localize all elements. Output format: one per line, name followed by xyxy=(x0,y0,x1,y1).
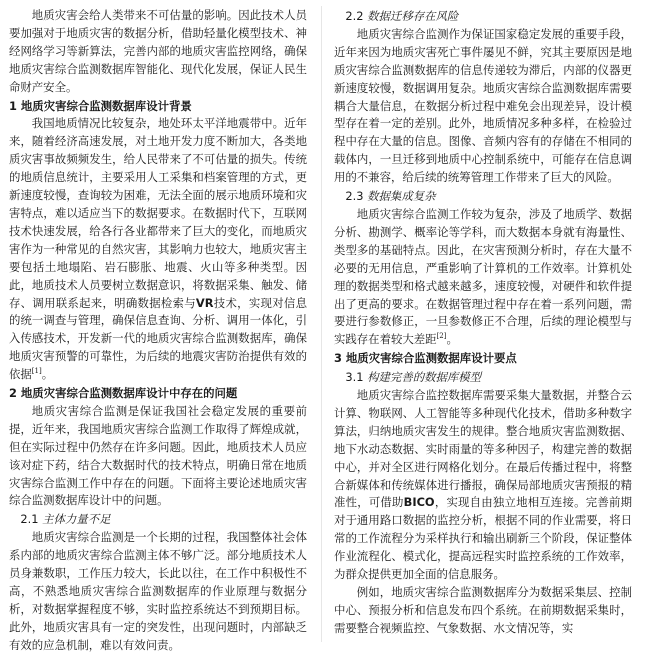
vr-term: VR xyxy=(195,295,214,310)
section-3-1-title: 构建完善的数据库模型 xyxy=(367,370,482,385)
section-2-3-heading xyxy=(334,188,632,206)
section-1-heading: 1 地质灾害综合监测数据库设计背景 xyxy=(9,98,192,113)
section-2-1-heading xyxy=(9,511,307,529)
section-2-3-text: 地质灾害综合监测工作较为复杂，涉及了地质学、数据分析、勘测学、概率论等学科，而大数据本身就有海量性、类型多的基础特点。因此，在灾害预测分析时，存在大量不必要的无用信息，严重影响了计算机的工作效率。计算机处理的数据类型和格式越来越多，速度较慢，对硬件和软件提出了更高的要求。在数据管理过程中存在着一系列问题，需要进行参数修正，一旦参数修正不合理，后续的理论模型与实践存在着较大差距 xyxy=(334,206,632,347)
section-2-2-paragraph: 地质灾害综合监测作为保证国家稳定发展的重要手段，近年来因为地质灾害死亡事件屡见不鲜，究其主要原因是地质灾害综合监测数据库的信息传递较为滞后，内部的仪器更新速度较慢，数据调用复杂。地质灾害综合监测数据库需要耦合大量信息，在数据分析过程中难免会出现差异，设计模型存在着一定的差别。此外，地质情况多种多样，在检验过程中存在大量的信息。图像、音频内容有的存储在不相同的载体内，一旦迁移到地质中心控制系统中，可能存在信息调用的不兼容，给后续的统筹管理工作带来了巨大的风险。 xyxy=(334,26,632,185)
section-2-1-title: 主体力量不足 xyxy=(42,512,111,527)
section-1-text-b: 技术，实现对信息的统一调查与管理，确保信息查询、分析、调用一体化，引入传感技术，开发新一代的地质灾害综合监测数据库，确保地质灾害预警的可靠性，为后续的地震灾害防治提供有效的依据 xyxy=(9,295,307,382)
section-3-1-text-b: ，实现自由独立地相互连接。完善前期对于通用路口数据的监控分析，根据不同的作业需要，将日常的工作流程分为采样执行和输出刷新三个阶段，保证整体作业流程化、模式化，提高远程实时监控系统的工作效率，为群众提供更加全面的信息服务。 xyxy=(334,495,632,582)
section-3-1-paragraph xyxy=(334,387,632,584)
section-1-text-a: 我国地质情况比较复杂，地处环太平洋地震带中。近年来，随着经济高速发展，对土地开发力度不断加大，各类地质灾害事故频频发生，给人民带来了不可估量的损失。传统的地质信息统计，主要采用人工采集和档案管理的方式，更新速度较慢，查询较为困难，无法全面的展示地质环境和灾害特点，难以适应当下的数据要求。在数据时代下，互联网技术快速发展，给各行各业都带来了巨大的变化，而地质灾害作为一种常见的自然灾害，其影响力也较大，地质灾害主要包括土地塌陷、岩石膨胀、地震、火山等多种类型。因此，地质技术人员要树立数据意识，将数据采集、触发、储存、调用联系起来，明确数据检索与 xyxy=(9,116,307,310)
section-3-heading: 3 地质灾害综合监测数据库设计要点 xyxy=(334,351,517,366)
left-column xyxy=(9,7,307,655)
section-2-1-paragraph: 地质灾害综合监测是一个长期的过程，我国整体社会体系内部的地质灾害综合监测主体不够广泛。部分地质技术人员身兼数职，工作压力较大，长此以往，在工作中积极性不高，不熟悉地质灾害综合监测数据库的作业原理与数据分析，对数据掌握程度不够，实时监控系统达不到预期目标。此外，地质灾害具有一定的突发性，出现问题时，内部缺乏有效的应急机制，难以有效问责。 xyxy=(9,530,307,652)
section-2-paragraph: 地质灾害综合监测是保证我国社会稳定发展的重要前提，近年来，我国地质灾害综合监测工作取得了辉煌成就，但在实际过程中仍然存在许多问题。因此，地质技术人员应该对症下药，结合大数据时代的技术特点，明确日常在地质灾害综合监测工作中存在的问题。下面将主要论述地质灾害综合监测数据库设计中的问题。 xyxy=(9,403,307,508)
column-divider xyxy=(321,6,322,642)
section-2-1-number: 2.1 xyxy=(20,512,39,527)
section-3-1-heading xyxy=(334,369,632,387)
section-1-end: 。 xyxy=(41,367,54,382)
bico-term: BICO xyxy=(403,495,435,510)
citation-1: [1] xyxy=(31,367,42,376)
section-2-3-paragraph xyxy=(334,206,632,349)
intro-paragraph: 地质灾害会给人类带来不可估量的影响。因此技术人员要加强对于地质灾害的数据分析，借助轻量化模型技术、神经网络学习等新算法，完善内部的地质灾害监控网络，确保地质灾害综合监测数据库智能化、现代化发展，保证人民生命财产安全。 xyxy=(9,8,307,94)
section-2-3-number: 2.3 xyxy=(345,189,364,204)
citation-2: [2] xyxy=(436,332,447,341)
section-1-paragraph xyxy=(9,115,307,384)
section-3-1-text-a: 地质灾害综合监控数据库需要采集大量数据，并整合云计算、物联网、人工智能等多种现代化技术，借助多种数字算法，归纳地质灾害发生的规律。整合地质灾害监测数据、地下水动态数据、实时雨量的等多种因子，构建完善的数据中心，并对全区进行网格化划分。在最后传播过程中，将整合新媒体和传统媒体进行播报，确保局部地质灾害预报的精准性，可借助 xyxy=(334,388,632,510)
section-2-heading: 2 地质灾害综合监测数据库设计中存在的问题 xyxy=(9,386,238,401)
section-2-2-number: 2.2 xyxy=(345,9,364,23)
section-2-2-heading xyxy=(334,8,632,26)
section-3-1-number: 3.1 xyxy=(345,370,364,385)
section-2-3-end: 。 xyxy=(446,332,458,347)
right-column xyxy=(334,7,632,638)
section-2-2-title: 数据迁移存在风险 xyxy=(367,9,459,23)
section-3-1-example-paragraph: 例如，地质灾害综合监测数据库分为数据采集层、控制中心、预报分析和信息发布四个系统。在前期数据采集时，需要整合视频监控、气象数据、水文情况等，实 xyxy=(334,585,632,635)
section-2-3-title: 数据集成复杂 xyxy=(367,189,436,204)
